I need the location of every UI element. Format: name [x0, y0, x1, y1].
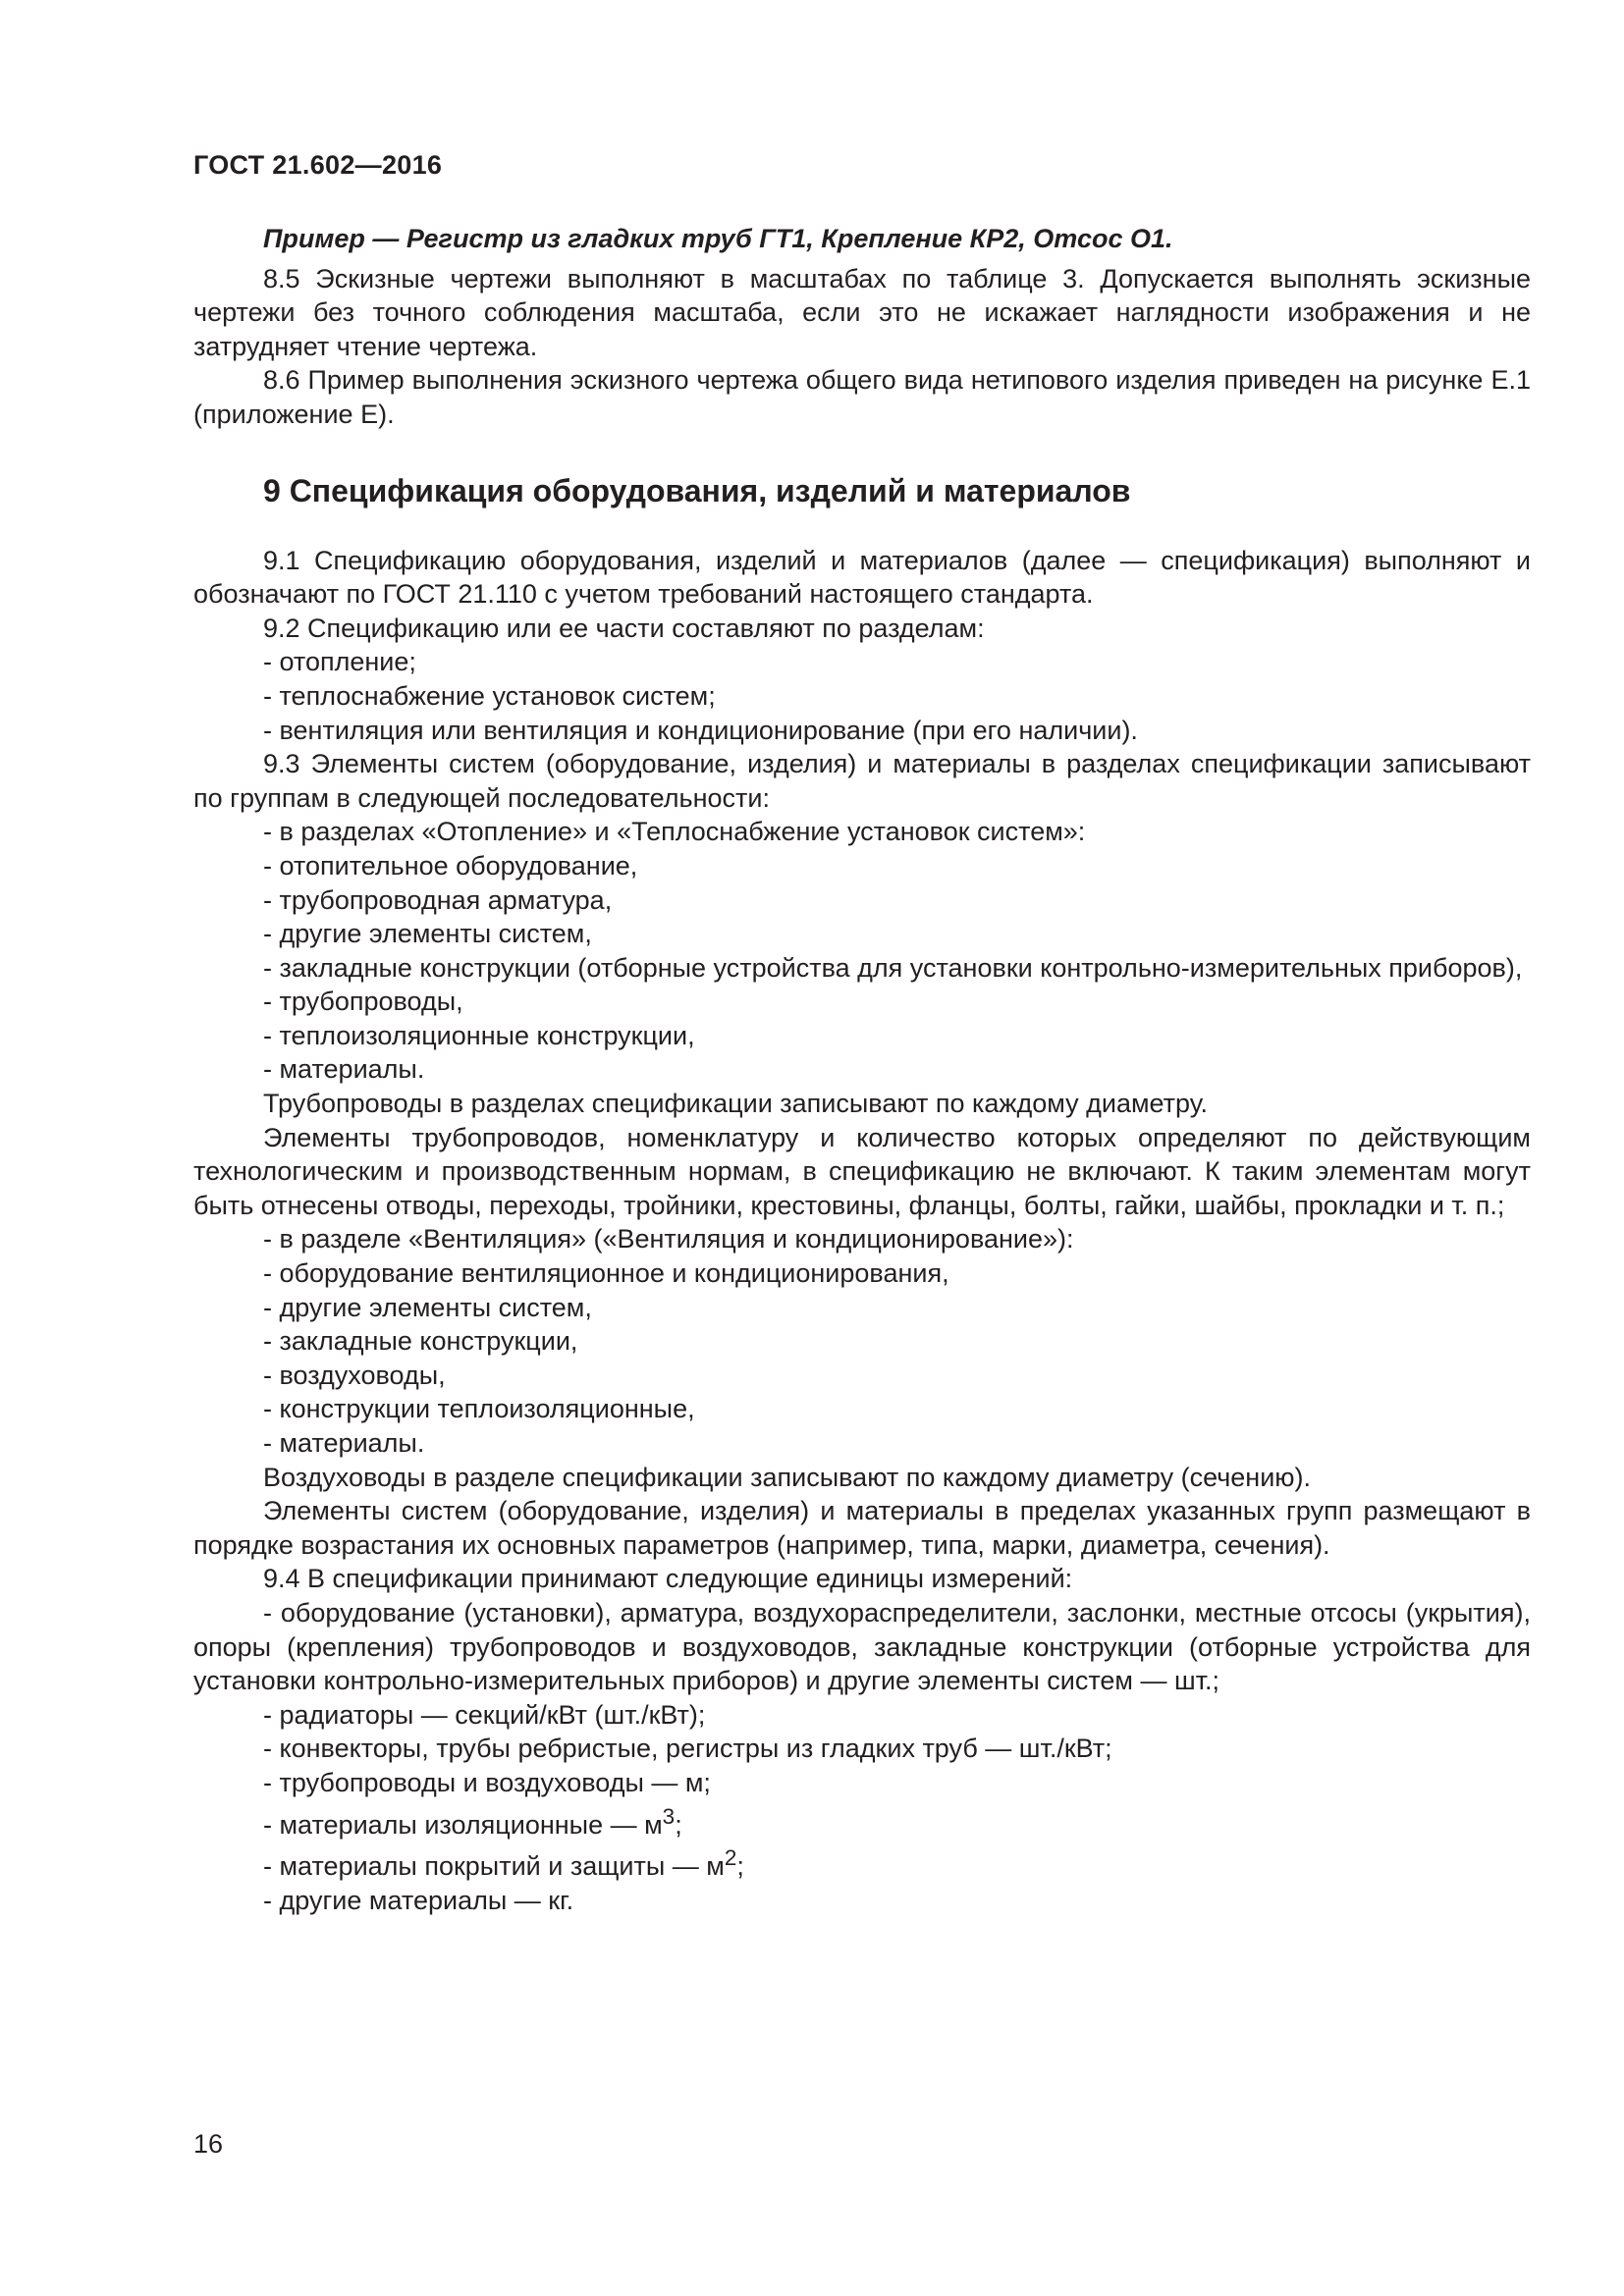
list-item: - вентиляция или вентиляция и кондиционирование (при его наличии). [263, 715, 1138, 745]
list-item: - теплоснабжение установок систем; [263, 680, 716, 711]
list-item: - трубопроводная арматура, [263, 884, 613, 915]
unit-tail: ; [675, 1809, 682, 1840]
list-item-coating [193, 1842, 1531, 1884]
paragraph-ducts: Воздуховоды в разделе спецификации записывают по каждому диаметру (сечению). [263, 1462, 1312, 1492]
list-item: - радиаторы — секций/кВт (шт./кВт); [263, 1699, 706, 1730]
unit-superscript: 2 [724, 1845, 737, 1871]
list-item: - другие элементы систем, [263, 919, 592, 949]
list-item: - закладные конструкции (отборные устройства для установки контрольно-измерительных приборов), [263, 952, 1523, 983]
list-item: - оборудование (установки), арматура, воздухораспределители, заслонки, местные отсосы (укрытия), опоры (крепления) трубопроводов и воздуховодов, закладные конструкции (отборные устройства для установки контрольно-измерительных приборов) и другие элементы систем — шт.; [193, 1597, 1531, 1696]
example-note: Пример — Регистр из гладких труб ГТ1, Крепление КР2, Отсос О1. [263, 224, 1173, 253]
paragraph-9-1: 9.1 Спецификацию оборудования, изделий и материалов (далее — спецификация) выполняют и обозначают по ГОСТ 21.110 с учетом требований настоящего стандарта. [193, 545, 1531, 610]
unit-text: - материалы изоляционные — м [263, 1809, 663, 1840]
paragraph-8-6: 8.6 Пример выполнения эскизного чертежа общего вида нетипового изделия приведен на рисунке Е.1 (приложение Е). [193, 365, 1531, 429]
paragraph-pipe-elements: Элементы трубопроводов, номенклатуру и количество которых определяют по действующим технологическим и производственным нормам, в спецификацию не включают. К таким элементам могут быть отнесены отводы, переходы, тройники, крестовины, фланцы, болты, гайки, шайбы, прокладки и т. п.; [193, 1122, 1531, 1220]
unit-superscript: 3 [662, 1803, 676, 1829]
list-item: - материалы. [263, 1054, 425, 1085]
paragraph-order: Элементы систем (оборудование, изделия) и материалы в пределах указанных групп размещают в порядке возрастания их основных параметров (например, типа, марки, диаметра, сечения). [193, 1496, 1531, 1560]
list-item: - материалы. [263, 1428, 425, 1458]
page-body [193, 222, 1531, 1917]
document-code: ГОСТ 21.602—2016 [193, 150, 443, 180]
list-item: - оборудование вентиляционное и кондиционирования, [263, 1258, 949, 1289]
list-item: - трубопроводы и воздуховоды — м; [263, 1767, 711, 1797]
unit-tail: ; [736, 1851, 744, 1882]
list-item-insulation [193, 1800, 1531, 1842]
list-item: - конвекторы, трубы ребристые, регистры из гладких труб — шт./кВт; [263, 1734, 1112, 1764]
list-item: - трубопроводы, [263, 987, 463, 1017]
paragraph-9-3: 9.3 Элементы систем (оборудование, изделия) и материалы в разделах спецификации записывают по группам в следующей последовательности: [193, 749, 1531, 813]
list-item: - другие элементы систем, [263, 1292, 592, 1322]
list-item: - закладные конструкции, [263, 1326, 578, 1357]
list-item: - в разделе «Вентиляция» («Вентиляция и кондиционирование»): [263, 1224, 1074, 1255]
list-item: - воздуховоды, [263, 1360, 446, 1390]
section-title: 9 Спецификация оборудования, изделий и материалов [263, 472, 1131, 508]
unit-text: - материалы покрытий и защиты — м [263, 1851, 725, 1882]
list-item: - конструкции теплоизоляционные, [263, 1394, 695, 1424]
list-item: - теплоизоляционные конструкции, [263, 1020, 695, 1050]
paragraph-8-5: 8.5 Эскизные чертежи выполняют в масштабах по таблице 3. Допускается выполнять эскизные чертежи без точного соблюдения масштаба, если это не искажает наглядности изображения и не затрудняет чтение чертежа. [193, 263, 1531, 361]
list-item: - отопительное оборудование, [263, 850, 638, 881]
list-item: - в разделах «Отопление» и «Теплоснабжение установок систем»: [263, 817, 1086, 847]
list-item: - другие материалы — кг. [263, 1885, 574, 1915]
paragraph-pipes: Трубопроводы в разделах спецификации записывают по каждому диаметру. [263, 1089, 1209, 1119]
list-item: - отопление; [263, 647, 416, 677]
page-number: 16 [193, 2129, 224, 2159]
paragraph-9-4: 9.4 В спецификации принимают следующие единицы измерений: [263, 1564, 1073, 1594]
paragraph-9-2: 9.2 Спецификацию или ее части составляют по разделам: [263, 613, 985, 643]
